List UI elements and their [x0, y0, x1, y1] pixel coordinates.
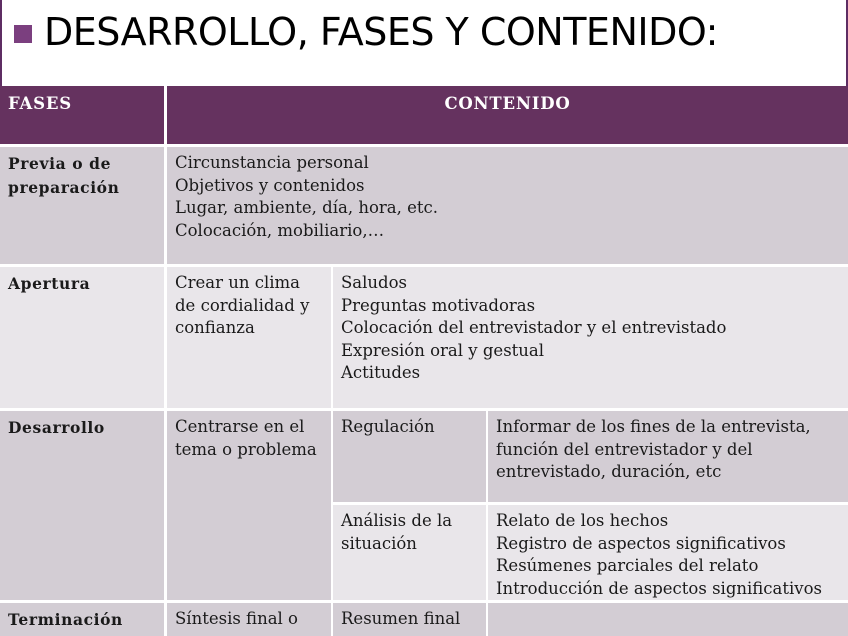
- list-item: Saludos: [341, 273, 408, 292]
- list-item: entrevistado, duración, etc: [496, 462, 722, 481]
- desarrollo-goal: [167, 411, 331, 600]
- phases-table: [0, 86, 848, 636]
- terminacion-content: [488, 603, 848, 636]
- list-item: Actitudes: [341, 363, 421, 382]
- goal-line: Crear un clima: [175, 273, 301, 292]
- phase-desarrollo: Desarrollo: [0, 411, 164, 600]
- phase-previa: [0, 147, 164, 264]
- apertura-content: [333, 267, 848, 408]
- goal-line: Centrarse en el: [175, 417, 305, 436]
- label-line: Análisis de la: [341, 511, 453, 530]
- list-item: Preguntas motivadoras: [341, 295, 536, 315]
- phase-apertura: Apertura: [0, 267, 164, 408]
- regulacion-label: Regulación: [333, 411, 486, 502]
- terminacion-goal: Síntesis final o: [167, 603, 331, 636]
- slide-title: DESARROLLO, FASES Y CONTENIDO:: [44, 10, 718, 54]
- header-fases: FASES: [0, 86, 164, 144]
- list-item: Objetivos y contenidos: [175, 175, 365, 195]
- list-item: Relato de los hechos: [496, 511, 669, 530]
- list-item: Informar de los fines de la entrevista,: [496, 417, 811, 436]
- analisis-content: [488, 505, 848, 600]
- label-line: situación: [341, 533, 417, 553]
- list-item: Colocación del entrevistador y el entrevistado: [341, 318, 727, 337]
- slide-title-bar: [0, 0, 848, 86]
- previa-content: [167, 147, 848, 264]
- phase-previa-line: Previa o de: [8, 154, 112, 173]
- phase-previa-line: preparación: [8, 178, 120, 197]
- apertura-goal: [167, 267, 331, 408]
- list-item: Circunstancia personal: [175, 153, 369, 172]
- list-item: Lugar, ambiente, día, hora, etc.: [175, 198, 438, 217]
- list-item: Colocación, mobiliario,…: [175, 220, 385, 240]
- goal-line: tema o problema: [175, 439, 317, 459]
- header-contenido: CONTENIDO: [167, 86, 848, 144]
- regulacion-content: [488, 411, 848, 502]
- square-bullet-icon: [14, 25, 32, 43]
- terminacion-label: Resumen final: [333, 603, 486, 636]
- list-item: Introducción de aspectos significativos: [496, 578, 822, 598]
- goal-line: confianza: [175, 318, 255, 337]
- phase-terminacion: Terminación: [0, 603, 164, 636]
- goal-line: de cordialidad y: [175, 295, 310, 315]
- analisis-label: [333, 505, 486, 600]
- list-item: Registro de aspectos significativos: [496, 533, 786, 553]
- list-item: Resúmenes parciales del relato: [496, 556, 759, 575]
- list-item: función del entrevistador y del: [496, 439, 753, 459]
- list-item: Expresión oral y gestual: [341, 340, 545, 360]
